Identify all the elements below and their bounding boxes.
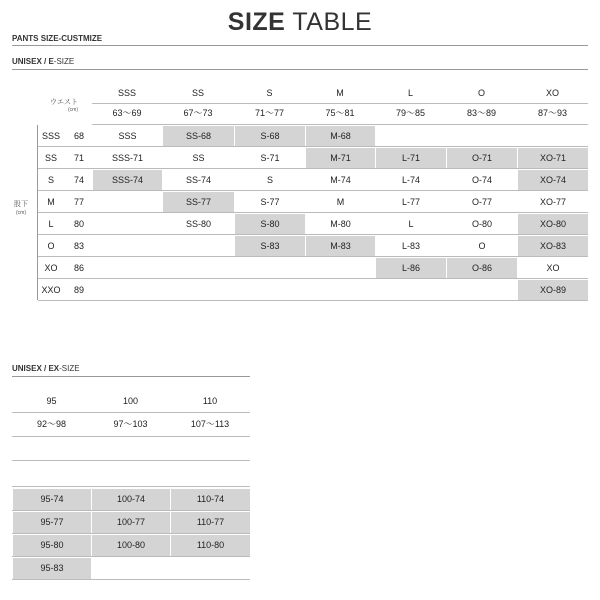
waist-range: 75〜81 <box>325 108 355 118</box>
grid-line <box>38 190 588 191</box>
size-cell <box>518 126 588 146</box>
size-cell: S-71 <box>260 153 280 163</box>
size-cell: L-74 <box>401 175 420 185</box>
size-cell: M-80 <box>330 219 351 229</box>
size-cell: M <box>336 197 345 207</box>
size-cell: XO-74 <box>518 170 588 190</box>
size-cell <box>447 280 517 300</box>
size-cell: 95-83 <box>13 558 91 579</box>
size-cell: O <box>478 241 486 251</box>
size-cell <box>235 280 305 300</box>
size-cell: SSS <box>118 131 137 141</box>
size-cell: 100-74 <box>92 489 170 510</box>
size-cell: O-77 <box>471 197 492 207</box>
size-cell <box>163 258 234 278</box>
divider <box>12 376 250 377</box>
waist-range: 97〜103 <box>113 419 148 429</box>
size-cell <box>163 236 234 256</box>
waist-label <box>50 97 78 113</box>
size-cell: O-74 <box>471 175 492 185</box>
size-cell: XO-71 <box>518 148 588 168</box>
column-header: S <box>266 88 273 98</box>
size-cell: XO-89 <box>518 280 588 300</box>
ex-size-label: UNISEX / EX-SIZE <box>12 364 80 373</box>
waist-range: 67〜73 <box>183 108 213 118</box>
column-header: M <box>336 88 344 98</box>
row-size: XO <box>44 263 58 273</box>
row-length: 77 <box>73 197 84 207</box>
grid-line <box>12 533 250 534</box>
column-header: L <box>407 88 413 98</box>
grid-line <box>12 510 250 511</box>
pants-size-subtitle: PANTS SIZE-CUSTMIZE <box>12 34 103 43</box>
size-cell: L-86 <box>376 258 446 278</box>
size-cell: 100-80 <box>92 535 170 556</box>
waist-range: 71〜77 <box>254 108 285 118</box>
size-cell: SSS-74 <box>93 170 162 190</box>
size-cell: 95-74 <box>13 489 91 510</box>
size-cell: O-71 <box>447 148 517 168</box>
waist-range: 79〜85 <box>395 108 426 118</box>
grid-line <box>38 212 588 213</box>
column-header: SS <box>191 88 204 98</box>
size-cell: O-80 <box>471 219 492 229</box>
inseam-unit: (cm) <box>16 210 26 216</box>
size-cell: S-68 <box>235 126 305 146</box>
size-cell <box>376 280 446 300</box>
size-cell <box>93 214 162 234</box>
size-cell: SS-74 <box>185 175 211 185</box>
row-length: 74 <box>73 175 84 185</box>
grid-line <box>38 146 588 147</box>
size-cell: XO-80 <box>518 214 588 234</box>
waist-range: 92〜98 <box>36 419 67 429</box>
grid-line <box>12 436 250 437</box>
divider <box>12 69 588 70</box>
row-length: 80 <box>73 219 84 229</box>
size-cell <box>171 558 250 579</box>
inseam-label <box>14 200 28 218</box>
grid-line <box>92 124 588 125</box>
size-cell <box>376 126 446 146</box>
size-cell: M-83 <box>306 236 375 256</box>
size-cell <box>235 258 305 278</box>
column-header: O <box>477 88 485 98</box>
size-cell <box>93 192 162 212</box>
size-cell: SS-80 <box>185 219 211 229</box>
row-length: 89 <box>73 285 84 295</box>
row-length: 86 <box>73 263 84 273</box>
size-cell: 95-80 <box>13 535 91 556</box>
size-cell: XO-77 <box>539 197 566 207</box>
size-cell: S-77 <box>260 197 280 207</box>
waist-range: 83〜89 <box>466 108 497 118</box>
column-header: SSS <box>117 88 136 98</box>
grid-line <box>38 278 588 279</box>
row-size: SS <box>44 153 57 163</box>
size-cell: L-71 <box>376 148 446 168</box>
grid-line <box>38 168 588 169</box>
size-cell: SS-68 <box>163 126 234 146</box>
row-size: M <box>47 197 55 207</box>
column-header: 95 <box>46 396 57 406</box>
size-cell <box>92 558 170 579</box>
row-size: XXO <box>41 285 61 295</box>
inseam-bracket <box>37 125 38 300</box>
grid-line <box>12 486 250 487</box>
row-length: 71 <box>73 153 84 163</box>
size-cell: M-68 <box>306 126 375 146</box>
grid-line <box>92 103 588 104</box>
e-size-label: UNISEX / E-SIZE <box>12 57 75 66</box>
page-title: SIZE TABLE <box>227 8 373 36</box>
row-length: 68 <box>73 131 84 141</box>
size-cell: 95-77 <box>13 512 91 533</box>
size-cell <box>306 280 375 300</box>
waist-range: 107〜113 <box>190 419 230 429</box>
waist-range: 63〜69 <box>112 108 142 118</box>
row-size: SSS <box>41 131 60 141</box>
row-size: S <box>47 175 54 185</box>
grid-line <box>38 234 588 235</box>
grid-line <box>12 412 250 413</box>
waist-range: 87〜93 <box>537 108 568 118</box>
grid-line <box>38 300 588 301</box>
grid-line <box>12 579 250 580</box>
size-cell: XO <box>546 263 560 273</box>
size-cell: L-77 <box>401 197 420 207</box>
size-cell: 100-77 <box>92 512 170 533</box>
size-cell: S-83 <box>235 236 305 256</box>
grid-line <box>12 556 250 557</box>
size-cell: SSS-71 <box>111 153 144 163</box>
size-cell: 110-74 <box>171 489 250 510</box>
size-cell: SS-77 <box>163 192 234 212</box>
size-cell: XO-83 <box>518 236 588 256</box>
size-cell: SS <box>192 153 205 163</box>
divider <box>12 45 588 46</box>
size-cell: L <box>408 219 414 229</box>
size-cell: S <box>266 175 273 185</box>
size-cell: 110-80 <box>171 535 250 556</box>
grid-line <box>38 256 588 257</box>
size-cell <box>306 258 375 278</box>
size-cell: L-83 <box>401 241 420 251</box>
size-cell <box>93 258 162 278</box>
grid-line <box>12 460 250 461</box>
row-length: 83 <box>73 241 84 251</box>
column-header: XO <box>545 88 559 98</box>
waist-label-text: ウエスト <box>50 99 78 106</box>
column-header: 110 <box>202 396 218 406</box>
inseam-label-text: 股下 <box>14 201 28 208</box>
size-cell: M-74 <box>330 175 351 185</box>
size-cell <box>163 280 234 300</box>
size-cell: 110-77 <box>171 512 250 533</box>
column-header: 100 <box>122 396 139 406</box>
size-cell: O-86 <box>447 258 517 278</box>
row-size: L <box>48 219 54 229</box>
size-cell <box>93 280 162 300</box>
size-cell: S-80 <box>235 214 305 234</box>
size-cell <box>93 236 162 256</box>
size-cell: M-71 <box>306 148 375 168</box>
size-cell <box>447 126 517 146</box>
waist-unit: (cm) <box>68 107 78 113</box>
row-size: O <box>47 241 55 251</box>
